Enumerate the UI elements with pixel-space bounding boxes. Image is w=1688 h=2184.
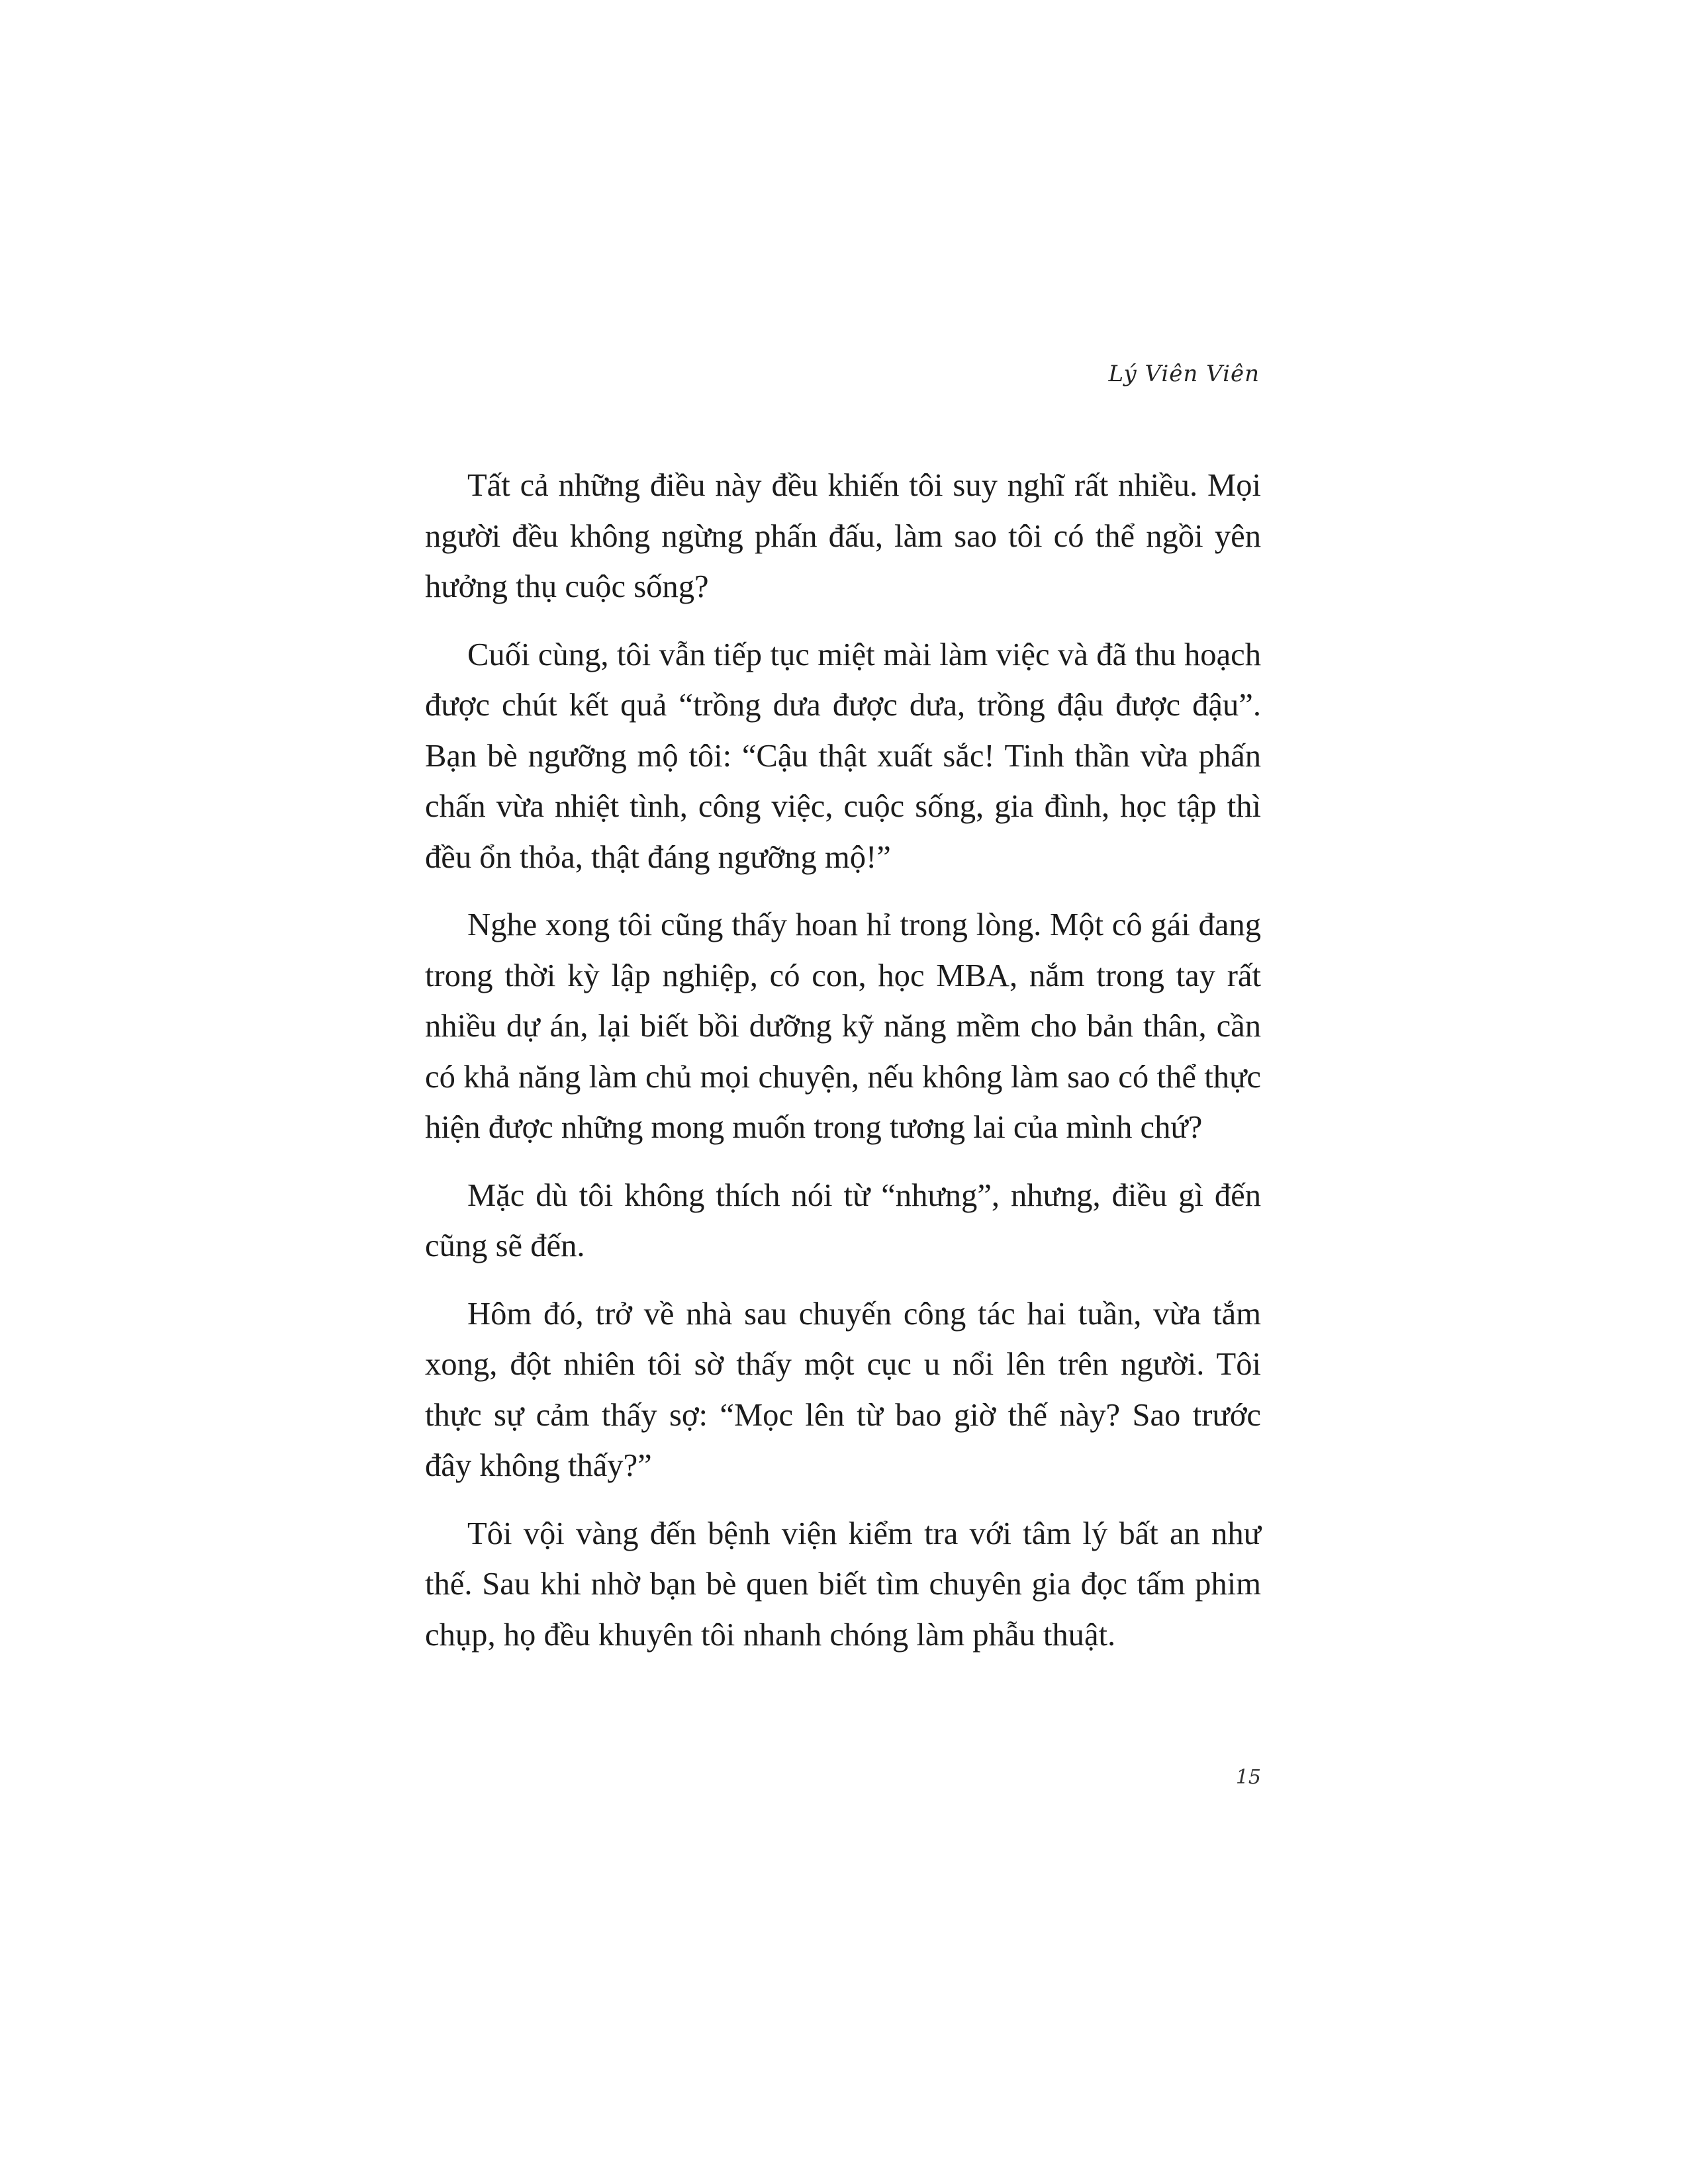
paragraph-3: Nghe xong tôi cũng thấy hoan hỉ trong lòng. Một cô gái đang trong thời kỳ lập nghiệp, có con, học MBA, nắm trong tay rất nhiều dự án, lại biết bồi dưỡng kỹ năng mềm cho bản thân, cần có khả năng làm chủ mọi chuyện, nếu không làm sao có thể thực hiện được những mong muốn trong tương lai của mình chứ? bbox=[425, 907, 1261, 1145]
paragraph-6: Tôi vội vàng đến bệnh viện kiểm tra với tâm lý bất an như thế. Sau khi nhờ bạn bè quen biết tìm chuyên gia đọc tấm phim chụp, họ đều khuyên tôi nhanh chóng làm phẫu thuật. bbox=[425, 1515, 1261, 1653]
running-header-author: Lý Viên Viên bbox=[1108, 361, 1260, 387]
paragraph-2: Cuối cùng, tôi vẫn tiếp tục miệt mài làm việc và đã thu hoạch được chút kết quả “trồng dưa được dưa, trồng đậu được đậu”. Bạn bè ngưỡng mộ tôi: “Cậu thật xuất sắc! Tinh thần vừa phấn chấn vừa nhiệt tình, công việc, cuộc sống, gia đình, học tập thì đều ổn thỏa, thật đáng ngưỡng mộ!” bbox=[425, 636, 1261, 875]
paragraph-1: Tất cả những điều này đều khiến tôi suy nghĩ rất nhiều. Mọi người đều không ngừng phấn đấu, làm sao tôi có thể ngồi yên hưởng thụ cuộc sống? bbox=[425, 467, 1261, 604]
page-number: 15 bbox=[1235, 1766, 1261, 1789]
paragraph-5: Hôm đó, trở về nhà sau chuyến công tác hai tuần, vừa tắm xong, đột nhiên tôi sờ thấy một cục u nổi lên trên người. Tôi thực sự cảm thấy sợ: “Mọc lên từ bao giờ thế này? Sao trước đây không thấy?” bbox=[425, 1295, 1261, 1483]
paragraph-4: Mặc dù tôi không thích nói từ “nhưng”, nhưng, điều gì đến cũng sẽ đến. bbox=[425, 1177, 1261, 1263]
body-text bbox=[425, 460, 1261, 1677]
